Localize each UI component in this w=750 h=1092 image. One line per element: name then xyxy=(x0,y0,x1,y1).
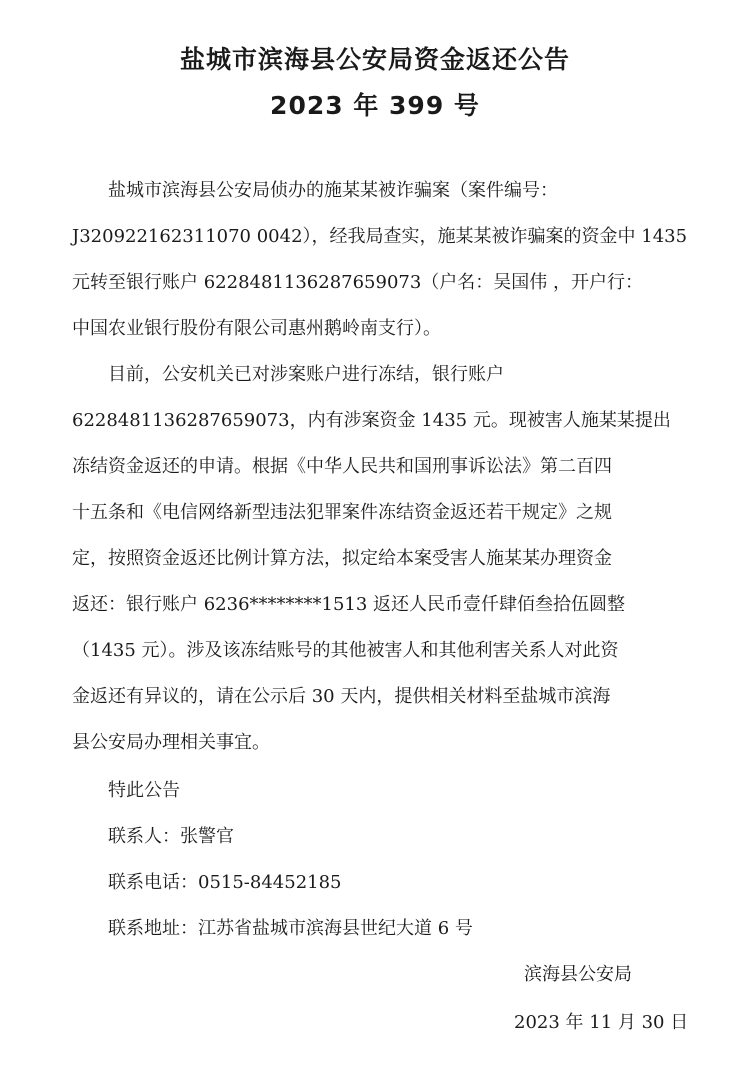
issue-date: 2023 年 11 月 30 日 xyxy=(514,1012,689,1033)
contact-address: 联系地址：江苏省盐城市滨海县世纪大道 6 号 xyxy=(108,918,473,939)
paragraph-line: 十五条和《电信网络新型违法犯罪案件冻结资金返还若干规定》之规 xyxy=(72,502,612,523)
paragraph-case-info xyxy=(72,168,688,352)
paragraph-line: 金返还有异议的，请在公示后 30 天内，提供相关材料至盐城市滨海 xyxy=(72,686,611,707)
issuer-name: 滨海县公安局 xyxy=(524,964,632,985)
paragraph-line: （1435 元）。涉及该冻结账号的其他被害人和其他利害关系人对此资 xyxy=(72,640,619,661)
paragraph-line: 冻结资金返还的申请。根据《中华人民共和国刑事诉讼法》第二百四 xyxy=(72,456,612,477)
contact-phone: 联系电话：0515-84452185 xyxy=(108,872,342,893)
paragraph-line: J320922162311070 0042），经我局查实，施某某被诈骗案的资金中 1435 xyxy=(72,226,688,247)
document-title: 盐城市滨海县公安局资金返还公告 xyxy=(179,45,570,74)
paragraph-line: 盐城市滨海县公安局侦办的施某某被诈骗案（案件编号： xyxy=(108,180,558,201)
paragraph-refund-details xyxy=(72,352,682,766)
paragraph-line: 元转至银行账户 6228481136287659073（户名：吴国伟 ，开户行： xyxy=(72,272,644,293)
paragraph-line: 返还：银行账户 6236********1513 返还人民币壹仟肆佰叁拾伍圆整 xyxy=(72,594,626,615)
paragraph-line: 中国农业银行股份有限公司惠州鹅岭南支行）。 xyxy=(72,318,441,339)
paragraph-line: 定，按照资金返还比例计算方法，拟定给本案受害人施某某办理资金 xyxy=(72,548,612,569)
paragraph-line: 6228481136287659073，内有涉案资金 1435 元。现被害人施某某提出 xyxy=(72,410,671,431)
contact-person: 联系人：张警官 xyxy=(108,826,234,847)
notice-closing: 特此公告 xyxy=(108,780,180,801)
paragraph-line: 目前，公安机关已对涉案账户进行冻结，银行账户 xyxy=(108,364,504,385)
document-number: 2023 年 399 号 xyxy=(270,91,480,120)
paragraph-line: 县公安局办理相关事宜。 xyxy=(72,732,270,753)
